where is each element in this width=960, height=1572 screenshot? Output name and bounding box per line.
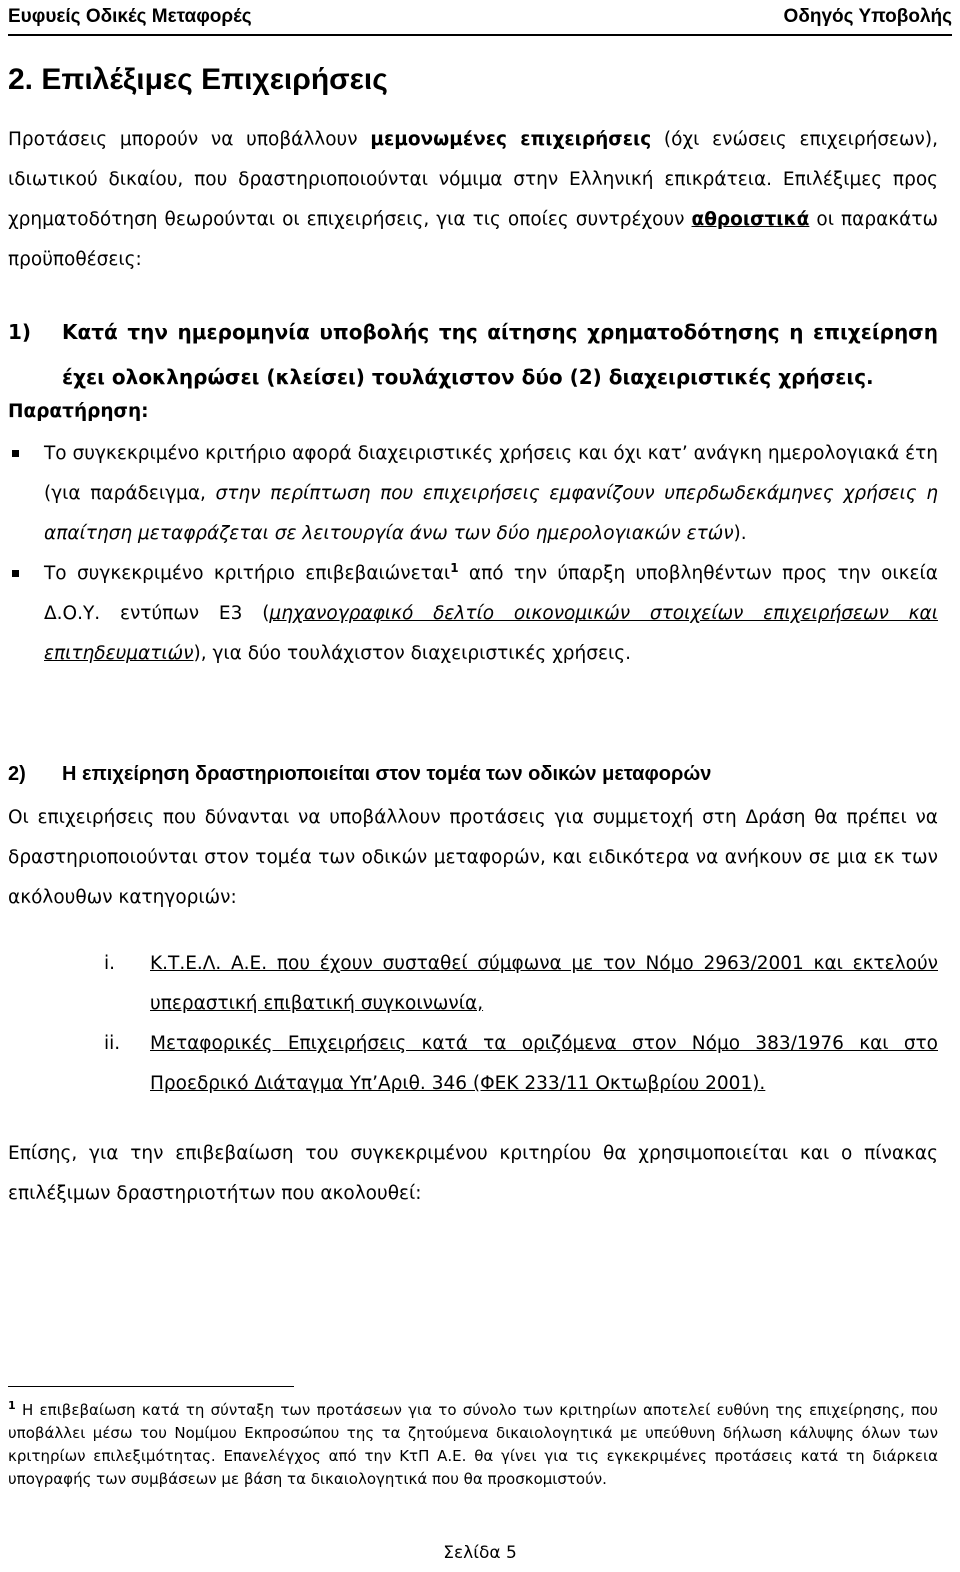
square-bullet-icon	[8, 554, 44, 674]
intro-paragraph	[8, 120, 938, 280]
criterion-2-title: Η επιχείρηση δραστηριοποιείται στον τομέα των οδικών μεταφορών	[62, 763, 712, 785]
intro-bold-cumulative: αθροιστικά	[691, 209, 810, 230]
intro-text-3: οι παρακάτω προϋποθέσεις:	[8, 209, 938, 270]
footnote-separator	[8, 1386, 294, 1387]
closing-paragraph: Επίσης, για την επιβεβαίωση του συγκεκριμένου κριτηρίου θα χρησιμοποιείται και ο πίνακας επιλέξιμων δραστηριοτήτων που ακολουθεί:	[8, 1143, 938, 1204]
note-bullet-1-text	[44, 434, 938, 554]
page-header	[8, 0, 952, 36]
bullet-1-italic: στην περίπτωση που επιχειρήσεις εμφανίζουν υπερδωδεκάμηνες χρήσεις η απαίτηση μεταφράζεται σε λειτουργία άνω των δύο ημερολογιακών ετών	[44, 483, 938, 544]
category-item-2-number: ii.	[104, 1033, 121, 1054]
page-number: Σελίδα 5	[443, 1543, 517, 1563]
section-title: 2. Επιλέξιμες Επιχειρήσεις	[8, 63, 388, 96]
bullet-1-text-a: Το συγκεκριμένο κριτήριο αφορά διαχειριστικές χρήσεις και όχι κατ’ ανάγκη ημερολογιακά έτη (για παράδειγμα,	[44, 443, 938, 504]
bullet-2-text-b: από την ύπαρξη υποβληθέντων προς την οικεία Δ.Ο.Υ. εντύπων Ε3 (	[44, 563, 938, 624]
bullet-2-text-c: ), για δύο τουλάχιστον διαχειριστικές χρήσεις.	[193, 643, 631, 664]
note-bullet-2	[8, 554, 938, 674]
criterion-1-text: Κατά την ημερομηνία υποβολής της αίτησης χρηματοδότησης η επιχείρηση έχει ολοκληρώσει (κλείσει) τουλάχιστον δύο (2) διαχειριστικές χρήσεις.	[62, 320, 938, 389]
note-bullet-2-text	[44, 554, 938, 674]
category-list	[8, 944, 938, 1104]
criterion-2-number: 2)	[8, 763, 26, 785]
page-body	[8, 34, 938, 1214]
intro-bold-individual: μεμονωμένες επιχειρήσεις	[370, 129, 652, 150]
intro-text-2: (όχι ενώσεις επιχειρήσεων), ιδιωτικού δικαίου, που δραστηριοποιούνται νόμιμα στην Ελληνική επικράτεια. Επιλέξιμες προς χρηματοδότηση θεωρούνται οι επιχειρήσεις, για τις οποίες συντρέχουν	[8, 129, 938, 230]
category-item-2-text: Μεταφορικές Επιχειρήσεις κατά τα οριζόμενα στον Νόμο 383/1976 και στο Προεδρικό Διάταγμα Υπ’Αριθ. 346 (ΦΕΚ 233/11 Οκτωβρίου 2001).	[150, 1033, 938, 1094]
footnote-text: Η επιβεβαίωση κατά τη σύνταξη των προτάσεων για το σύνολο των κριτηρίων αποτελεί ευθύνη της επιχείρησης, που υποβάλλει μέσω του Νομίμου Εκπροσώπου της τα ζητούμενα δικαιολογητικά με υπεύθυνη δήλωση κάλυψης όλων των κριτηρίων επιλεξιμότητας. Επανελέγχος από την ΚτΠ Α.Ε. θα γίνει για τις εγκεκριμένες προτάσεις κατά τη διάρκεια υπογραφής των συμβάσεων με βάση τα δικαιολογητικά που θα προσκομιστούν.	[8, 1401, 938, 1488]
intro-text-1: Προτάσεις μπορούν να υποβάλλουν	[8, 129, 371, 150]
category-item-1-text: Κ.Τ.Ε.Λ. Α.Ε. που έχουν συσταθεί σύμφωνα με τον Νόμο 2963/2001 και εκτελούν υπεραστική επιβατική συγκοινωνία,	[150, 953, 938, 1014]
criterion-2-heading	[8, 754, 938, 794]
footnote-marker: 1	[8, 1399, 16, 1412]
note-label: Παρατήρηση:	[8, 401, 149, 422]
note-bullets	[8, 434, 938, 674]
criterion-1	[8, 310, 938, 400]
bullet-1-text-b: ).	[733, 523, 747, 544]
note-bullet-1	[8, 434, 938, 554]
criterion-2-paragraph: Οι επιχειρήσεις που δύνανται να υποβάλλουν προτάσεις για συμμετοχή στη Δράση θα πρέπει να δραστηριοποιούνται στον τομέα των οδικών μεταφορών, και ειδικότερα να ανήκουν σε μια εκ των ακόλουθων κατηγοριών:	[8, 807, 938, 908]
bullet-2-text-a: Το συγκεκριμένο κριτήριο επιβεβαιώνεται	[44, 563, 451, 584]
square-bullet-icon	[8, 434, 44, 554]
footnote-ref-1[interactable]: 1	[450, 560, 459, 575]
category-item-1-number: i.	[104, 953, 116, 974]
criterion-1-number: 1)	[8, 320, 32, 344]
header-doc-title: Ευφυείς Οδικές Μεταφορές	[8, 6, 252, 27]
footnote	[8, 1399, 938, 1491]
category-item-2	[8, 1024, 938, 1104]
bullet-2-italic: μηχανογραφικό δελτίο οικονομικών στοιχείων επιχειρήσεων και επιτηδευματιών	[44, 603, 938, 664]
header-guide-title: Οδηγός Υποβολής	[783, 6, 952, 27]
category-item-1	[8, 944, 938, 1024]
